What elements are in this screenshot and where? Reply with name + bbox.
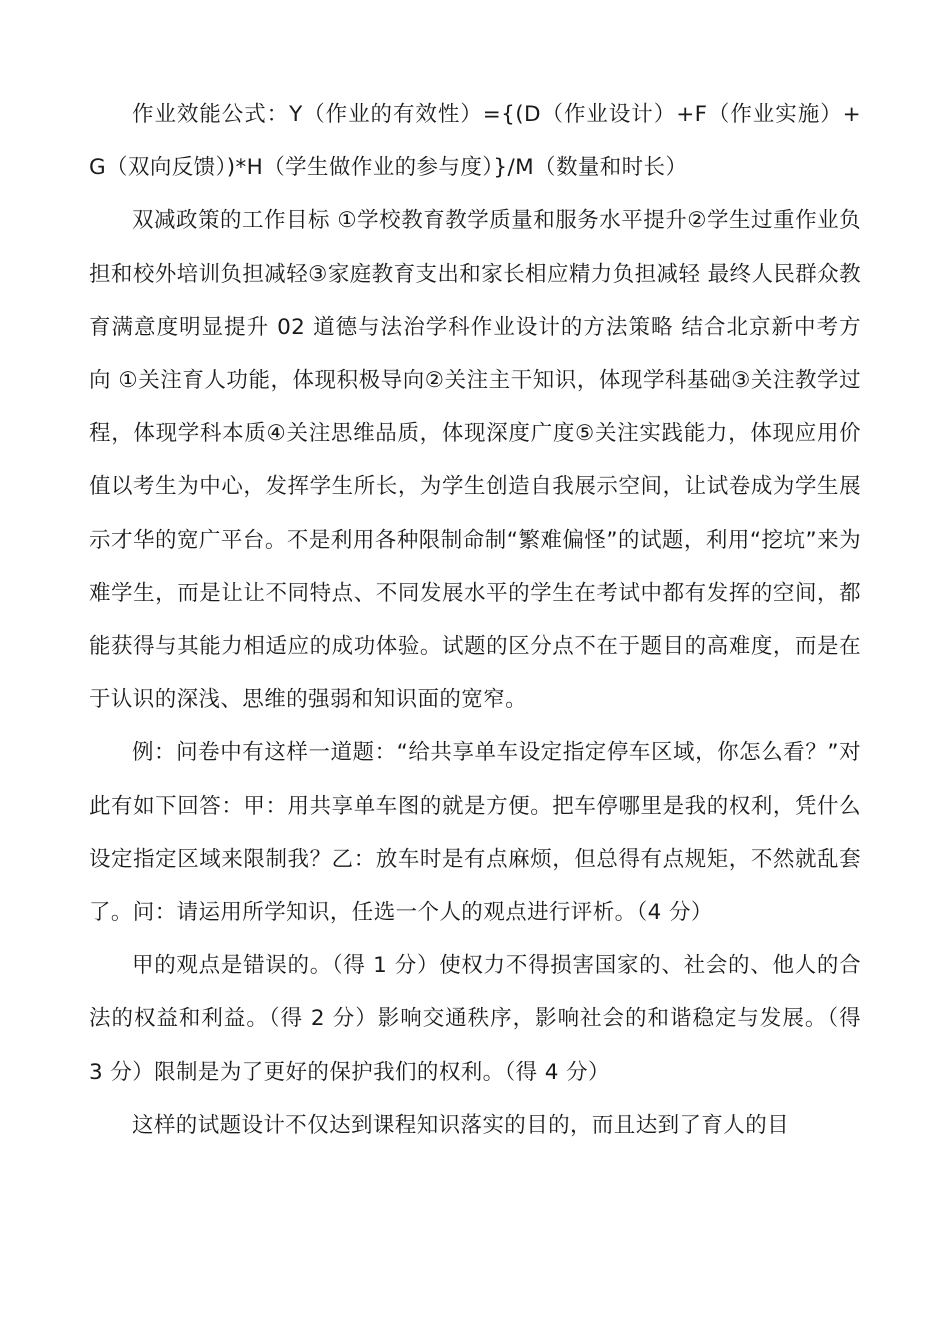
document-body (89, 88, 861, 1152)
paragraph-double-reduction-goals: 双减政策的工作目标 ①学校教育教学质量和服务水平提升②学生过重作业负担和校外培训负担减轻③家庭教育支出和家长相应精力负担减轻 最终人民群众教育满意度明显提升 02 道德与法治学科作业设计的方法策略 结合北京新中考方向 ①关注育人功能，体现积极导向②关注主干知识，体现学科基础③关注教学过程，体现学科本质④关注思维品质，体现深度广度⑤关注实践能力，体现应用价值以考生为中心，发挥学生所长，为学生创造自我展示空间，让试卷成为学生展示才华的宽广平台。不是利用各种限制命制“繁难偏怪”的试题，利用“挖坑”来为难学生，而是让让不同特点、不同发展水平的学生在考试中都有发挥的空间，都能获得与其能力相适应的成功体验。试题的区分点不在于题目的高难度，而是在于认识的深浅、思维的强弱和知识面的宽窄。 (89, 208, 861, 713)
paragraph-conclusion: 这样的试题设计不仅达到课程知识落实的目的，而且达到了育人的目 (132, 1112, 790, 1138)
paragraph-homework-formula: 作业效能公式：Y（作业的有效性）={(D（作业设计）+F（作业实施）+G（双向反馈）)*H（学生做作业的参与度）}/M（数量和时长） (89, 102, 861, 181)
paragraph-scoring-answer: 甲的观点是错误的。（得 1 分）使权力不得损害国家的、社会的、他人的合法的权益和利益。（得 2 分）影响交通秩序，影响社会的和谐稳定与发展。（得 3 分）限制是为了更好的保护我们的权利。（得 4 分） (89, 953, 861, 1085)
paragraph-example-question: 例：问卷中有这样一道题：“给共享单车设定指定停车区域，你怎么看？”对此有如下回答：甲：用共享单车图的就是方便。把车停哪里是我的权利，凭什么设定指定区域来限制我？乙：放车时是有点麻烦，但总得有点规矩，不然就乱套了。问：请运用所学知识，任选一个人的观点进行评析。（4 分） (89, 740, 861, 926)
